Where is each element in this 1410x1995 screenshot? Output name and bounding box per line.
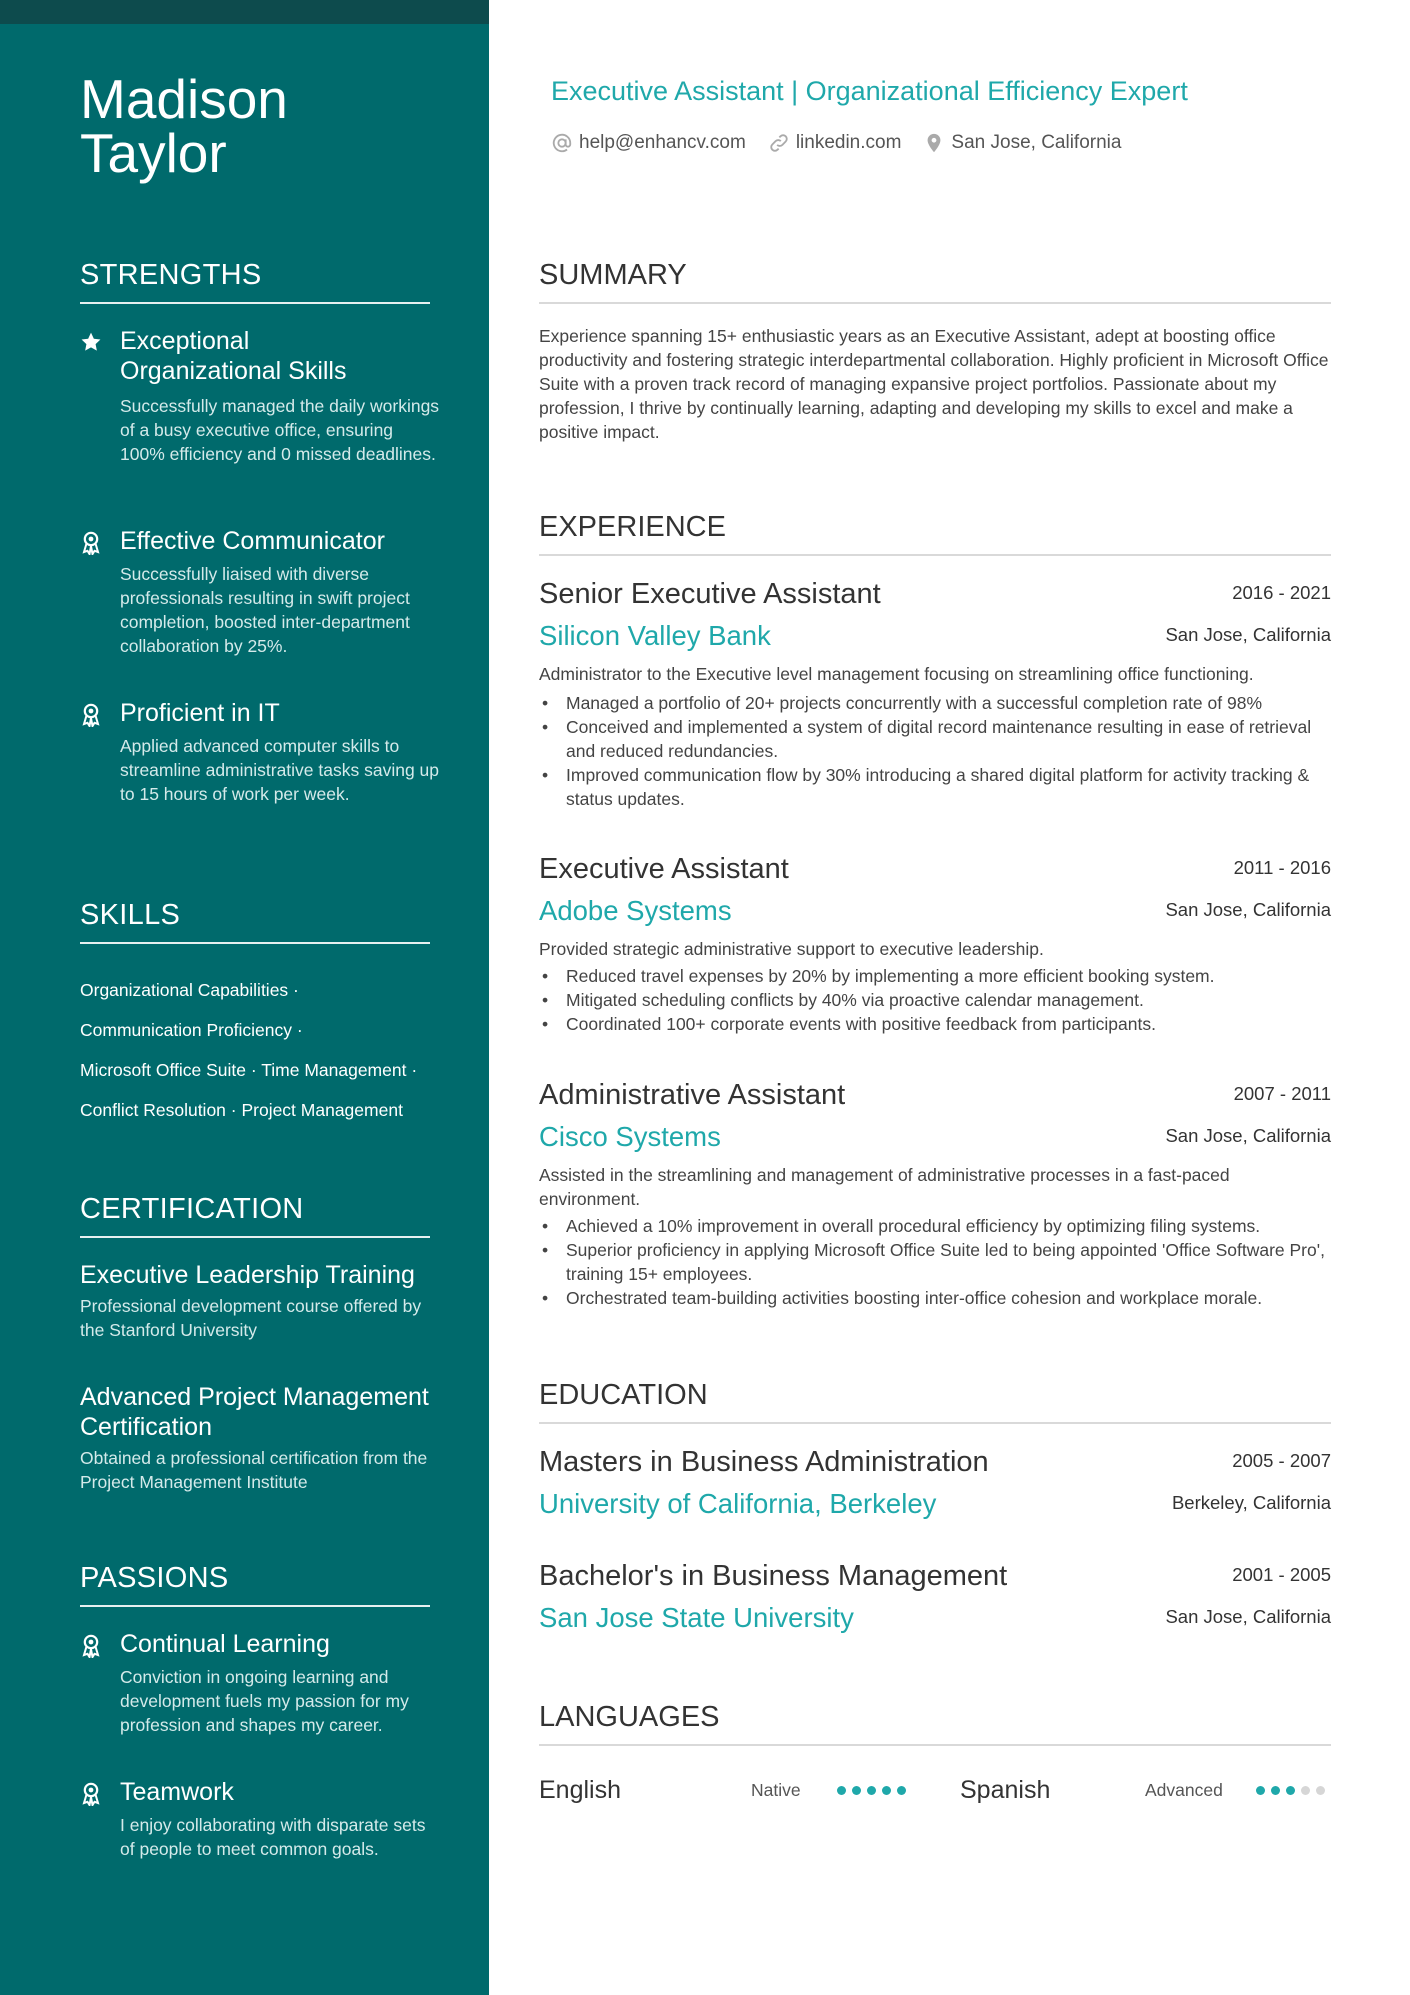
job-intro: Administrator to the Executive level management focusing on streamlining office functioning. bbox=[539, 664, 1254, 684]
certification-section bbox=[80, 1192, 430, 1512]
rating-dot-filled bbox=[882, 1786, 891, 1795]
certification-title: Executive Leadership Training bbox=[80, 1261, 415, 1289]
language-rating bbox=[837, 1786, 912, 1795]
last-name: Taylor bbox=[80, 122, 227, 184]
skill-line: Organizational Capabilities · bbox=[80, 980, 299, 1000]
strengths-section bbox=[80, 258, 440, 838]
job-dates: 2016 - 2021 bbox=[1232, 582, 1331, 603]
education-dates: 2001 - 2005 bbox=[1232, 1564, 1331, 1585]
job-bullet: • Orchestrated team-building activities boosting inter-office cohesion and workplace morale. bbox=[539, 1286, 1331, 1310]
skills-list bbox=[80, 970, 450, 1130]
award-icon bbox=[80, 703, 102, 725]
sidebar bbox=[0, 0, 489, 1995]
education-location: Berkeley, California bbox=[1171, 1492, 1331, 1513]
award-icon bbox=[80, 1634, 102, 1656]
job-bullet: • Mitigated scheduling conflicts by 40% via proactive calendar management. bbox=[539, 988, 1331, 1012]
language-level: Advanced bbox=[1145, 1780, 1223, 1800]
passion-description: Conviction in ongoing learning and development fuels my passion for my profession and shapes my career. bbox=[120, 1667, 409, 1735]
job-role: Senior Executive Assistant bbox=[539, 578, 881, 610]
rating-dot-filled bbox=[1271, 1786, 1280, 1795]
job-dates: 2007 - 2011 bbox=[1233, 1083, 1331, 1104]
certification-title: Advanced Project Management Certification bbox=[80, 1383, 429, 1441]
job-bullet: • Managed a portfolio of 20+ projects concurrently with a successful completion rate of 98% bbox=[539, 691, 1331, 715]
job-bullets bbox=[539, 964, 1331, 1036]
job-bullet: • Improved communication flow by 30% introducing a shared digital platform for activity tracking & status updates. bbox=[539, 763, 1331, 811]
language-item bbox=[539, 1772, 919, 1808]
skill-line: Communication Proficiency · bbox=[80, 1020, 303, 1040]
language-name: English bbox=[539, 1776, 621, 1804]
job-company: Adobe Systems bbox=[539, 895, 732, 926]
certification-item bbox=[80, 1260, 450, 1342]
languages-heading: LANGUAGES bbox=[539, 1700, 1331, 1746]
strength-title: Proficient in IT bbox=[120, 699, 280, 727]
language-rating bbox=[1256, 1786, 1331, 1795]
languages-section bbox=[539, 1700, 1331, 1820]
job-role: Administrative Assistant bbox=[539, 1079, 846, 1111]
rating-dot-filled bbox=[897, 1786, 906, 1795]
linkedin-contact[interactable] bbox=[768, 132, 902, 154]
job-bullets bbox=[539, 691, 1331, 811]
education-section bbox=[539, 1378, 1331, 1658]
passion-description: I enjoy collaborating with disparate sets of people to meet common goals. bbox=[120, 1815, 426, 1859]
email-contact[interactable] bbox=[551, 132, 746, 154]
summary-text: Experience spanning 15+ enthusiastic years as an Executive Assistant, adept at boosting office productivity and fostering strategic interdepartmental collaboration. Highly proficient in Microsoft Office Suite with a proven track record of managing expansive project portfolios. Passionate about my profession, I thrive by continually learning, adapting and developing my skills to excel and make a positive impact. bbox=[539, 326, 1329, 442]
linkedin-text: linkedin.com bbox=[795, 132, 902, 153]
job-role: Executive Assistant bbox=[539, 853, 789, 885]
skills-section bbox=[80, 898, 430, 1138]
certification-heading: CERTIFICATION bbox=[80, 1192, 430, 1238]
email-text: help@enhancv.com bbox=[579, 132, 746, 153]
education-location: San Jose, California bbox=[1165, 1606, 1331, 1627]
education-dates: 2005 - 2007 bbox=[1232, 1450, 1331, 1471]
experience-heading: EXPERIENCE bbox=[539, 510, 1331, 556]
job-bullet: • Superior proficiency in applying Microsoft Office Suite led to being appointed 'Office Software Pro', training 15+ employees. bbox=[539, 1238, 1331, 1286]
job-intro: Assisted in the streamlining and management of administrative processes in a fast-paced environment. bbox=[539, 1165, 1230, 1209]
rating-dot-filled bbox=[852, 1786, 861, 1795]
job-bullet: • Conceived and implemented a system of digital record maintenance resulting in ease of retrieval and reduced redundancies. bbox=[539, 715, 1331, 763]
strength-description: Successfully liaised with diverse professionals resulting in swift project completion, boosted inter-department collaboration by 25%. bbox=[120, 564, 410, 656]
strength-title-line: Exceptional bbox=[120, 327, 250, 355]
education-school: University of California, Berkeley bbox=[539, 1488, 937, 1519]
education-degree: Masters in Business Administration bbox=[539, 1446, 989, 1478]
passions-heading: PASSIONS bbox=[80, 1561, 430, 1607]
job-bullet: • Reduced travel expenses by 20% by implementing a more efficient booking system. bbox=[539, 964, 1331, 988]
language-level: Native bbox=[751, 1780, 801, 1800]
job-company: Silicon Valley Bank bbox=[539, 620, 771, 651]
certification-description: Professional development course offered by the Stanford University bbox=[80, 1296, 422, 1340]
headline: Executive Assistant | Organizational Efficiency Expert bbox=[551, 76, 1188, 106]
rating-dot-filled bbox=[867, 1786, 876, 1795]
job-company: Cisco Systems bbox=[539, 1121, 721, 1152]
job-entry bbox=[539, 576, 1331, 816]
skill-line: Conflict Resolution · Project Management bbox=[80, 1100, 403, 1120]
strength-title bbox=[120, 326, 440, 386]
job-entry bbox=[539, 851, 1331, 1051]
rating-dot-filled bbox=[1286, 1786, 1295, 1795]
language-item bbox=[960, 1772, 1331, 1808]
job-bullet: • Coordinated 100+ corporate events with positive feedback from participants. bbox=[539, 1012, 1331, 1036]
location-pin-icon bbox=[923, 132, 945, 154]
summary-section bbox=[539, 258, 1331, 458]
education-degree: Bachelor's in Business Management bbox=[539, 1560, 1008, 1592]
link-icon bbox=[768, 132, 790, 154]
job-entry bbox=[539, 1077, 1331, 1337]
at-icon bbox=[551, 132, 573, 154]
job-bullet: • Achieved a 10% improvement in overall procedural efficiency by optimizing filing systems. bbox=[539, 1214, 1331, 1238]
award-icon bbox=[80, 531, 102, 553]
strength-title: Effective Communicator bbox=[120, 527, 385, 555]
experience-section bbox=[539, 510, 1331, 1350]
award-icon bbox=[80, 1782, 102, 1804]
person-name bbox=[80, 68, 460, 184]
education-entry bbox=[539, 1444, 1331, 1534]
first-name: Madison bbox=[80, 68, 288, 130]
job-location: San Jose, California bbox=[1165, 624, 1331, 645]
skill-line: Microsoft Office Suite · Time Management · bbox=[80, 1060, 418, 1080]
rating-dot-filled bbox=[1256, 1786, 1265, 1795]
language-name: Spanish bbox=[960, 1776, 1051, 1804]
job-location: San Jose, California bbox=[1165, 899, 1331, 920]
rating-dot-filled bbox=[837, 1786, 846, 1795]
strength-description: Applied advanced computer skills to streamline administrative tasks saving up to 15 hours of work per week. bbox=[120, 736, 440, 804]
passions-section bbox=[80, 1561, 430, 1901]
skills-heading: SKILLS bbox=[80, 898, 430, 944]
strength-description: Successfully managed the daily workings of a busy executive office, ensuring 100% efficiency and 0 missed deadlines. bbox=[120, 396, 440, 464]
strengths-heading: STRENGTHS bbox=[80, 258, 430, 304]
education-heading: EDUCATION bbox=[539, 1378, 1331, 1424]
passion-title: Teamwork bbox=[120, 1778, 234, 1806]
rating-dot-empty bbox=[1316, 1786, 1325, 1795]
sidebar-top-bar bbox=[0, 0, 489, 24]
summary-heading: SUMMARY bbox=[539, 258, 1331, 304]
certification-item bbox=[80, 1382, 450, 1494]
strength-title-line: Organizational Skills bbox=[120, 357, 347, 385]
job-location: San Jose, California bbox=[1165, 1125, 1331, 1146]
education-school: San Jose State University bbox=[539, 1602, 854, 1633]
passion-title: Continual Learning bbox=[120, 1630, 330, 1658]
job-bullets bbox=[539, 1214, 1331, 1310]
certification-description: Obtained a professional certification from the Project Management Institute bbox=[80, 1448, 428, 1492]
contact-bar bbox=[551, 128, 1143, 158]
location-contact bbox=[923, 132, 1121, 154]
star-icon bbox=[80, 331, 102, 353]
job-dates: 2011 - 2016 bbox=[1233, 857, 1331, 878]
job-intro: Provided strategic administrative support to executive leadership. bbox=[539, 939, 1044, 959]
location-text: San Jose, California bbox=[951, 132, 1122, 153]
rating-dot-empty bbox=[1301, 1786, 1310, 1795]
education-entry bbox=[539, 1558, 1331, 1648]
